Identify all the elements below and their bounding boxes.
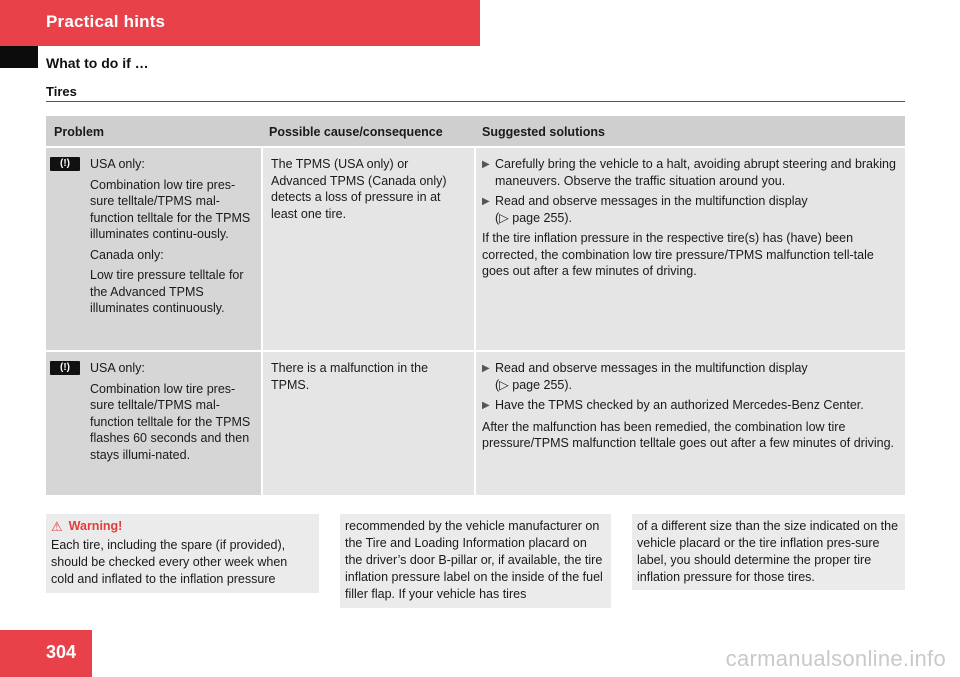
warning-box-column-1 — [46, 514, 319, 593]
arrow-right-icon: ▶ — [482, 159, 490, 170]
solution-note: If the tire inflation pressure in the respective tire(s) has (have) been corrected, the combination low tire pressure/TPMS malfunction tell-tale goes out after a few minutes of driving. — [482, 231, 874, 278]
warning-heading — [51, 518, 313, 535]
solution-item — [482, 156, 897, 189]
cause-cell: The TPMS (USA only) or Advanced TPMS (Canada only) detects a loss of pressure in at least one tire. — [263, 148, 474, 350]
problem-text: Low tire pressure telltale for the Advanced TPMS illuminates continuously. — [90, 268, 244, 315]
chapter-title: Practical hints — [46, 12, 166, 31]
solutions-cell — [476, 148, 905, 350]
header-bar — [0, 0, 480, 46]
problem-text: Combination low tire pres-sure telltale/TPMS mal-function telltale for the TPMS flashes 60 seconds and then stays illumi-nated. — [90, 381, 251, 462]
warning-text: Each tire, including the spare (if provided), should be checked every other week when cold and inflated to the inflation pressure — [51, 538, 288, 586]
chapter-tab-marker — [0, 46, 38, 68]
warning-title: Warning! — [68, 519, 123, 533]
problem-text: Canada only: — [90, 247, 164, 262]
solution-item — [482, 360, 897, 393]
warning-text: recommended by the vehicle manufacturer on the Tire and Loading Information placard on the driver’s door B-pillar or, if available, the tire inflation pressure label on the inside of the fuel filler flap. If your vehicle has tires — [345, 519, 603, 601]
table-header-row — [46, 116, 905, 146]
solution-text: Have the TPMS checked by an authorized Mercedes-Benz Center. — [495, 398, 864, 412]
solution-note: After the malfunction has been remedied, the combination low tire pressure/TPMS malfunction telltale goes out after a few minutes of driving. — [482, 419, 894, 450]
problem-text: Combination low tire pres-sure telltale/TPMS mal-function telltale for the TPMS illuminates continu-ously. — [90, 177, 251, 241]
tpms-warning-icon — [50, 157, 80, 171]
section-title: Tires — [46, 84, 77, 99]
warning-box-column-2 — [340, 514, 611, 608]
watermark: carmanualsonline.info — [725, 646, 946, 671]
column-header-problem: Problem — [54, 125, 105, 139]
solution-item — [482, 193, 897, 226]
solution-text: Read and observe messages in the multifunction display — [495, 194, 808, 208]
warning-text: of a different size than the size indicated on the vehicle placard or the tire inflation pres-sure label, you should determine the proper tire inflation pressure for those tires. — [637, 519, 899, 584]
arrow-right-icon: ▶ — [482, 363, 490, 374]
problem-text: USA only: — [90, 157, 145, 171]
solution-text: Read and observe messages in the multifunction display — [495, 361, 808, 375]
problem-text: USA only: — [90, 361, 145, 375]
page-reference: (▷ page 255). — [495, 210, 573, 225]
warning-box-column-3 — [632, 514, 905, 590]
arrow-right-icon: ▶ — [482, 196, 490, 207]
page-subtitle: What to do if … — [46, 55, 149, 71]
column-header-cause: Possible cause/consequence — [269, 125, 443, 139]
tpms-warning-icon — [50, 361, 80, 375]
page-number: 304 — [0, 630, 92, 677]
problem-cell — [46, 352, 261, 495]
problem-cell — [46, 148, 261, 350]
solutions-cell — [476, 352, 905, 495]
arrow-right-icon: ▶ — [482, 400, 490, 411]
problem-table — [46, 116, 905, 495]
section-divider — [46, 101, 905, 102]
cause-cell: There is a malfunction in the TPMS. — [263, 352, 474, 495]
table-row — [46, 148, 905, 350]
warning-triangle-icon: ⚠ — [51, 519, 63, 534]
page-reference: (▷ page 255). — [495, 377, 573, 392]
column-header-solutions: Suggested solutions — [482, 125, 605, 139]
solution-item — [482, 397, 897, 415]
solution-text: Carefully bring the vehicle to a halt, avoiding abrupt steering and braking maneuvers. Observe the traffic situation around you. — [495, 157, 896, 188]
table-row — [46, 352, 905, 495]
